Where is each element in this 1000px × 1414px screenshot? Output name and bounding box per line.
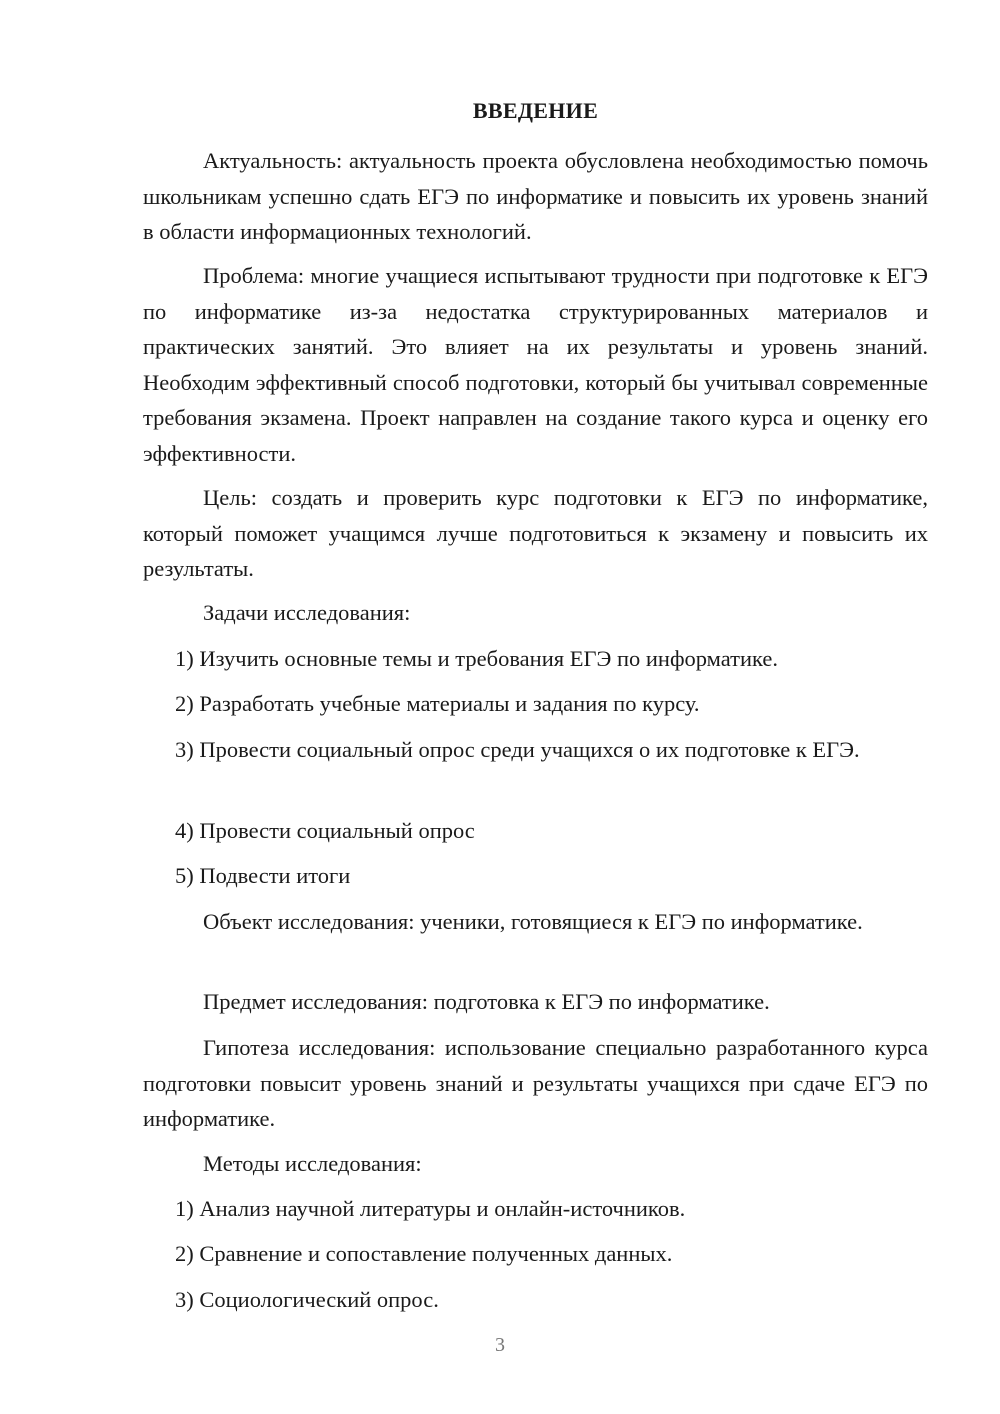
paragraph-relevance: Актуальность: актуальность проекта обусловлена необходимостью помочь школьникам успешно сдать ЕГЭ по информатике и повысить их уровень знаний в области информационных технологий. [143,148,928,244]
paragraph-goal: Цель: создать и проверить курс подготовки к ЕГЭ по информатике, который поможет учащимся лучше подготовиться к экзамену и повысить их результаты. [143,485,928,581]
paragraph-object: Объект исследования: ученики, готовящиеся к ЕГЭ по информатике. [203,909,863,934]
section-title: ВВЕДЕНИЕ [472,98,599,123]
paragraph-hypothesis: Гипотеза исследования: использование специально разработанного курса подготовки повысит уровень знаний и результаты учащихся при сдаче ЕГЭ по информатике. [143,1035,928,1131]
methods-heading: Методы исследования: [203,1151,422,1176]
method-item-2: 2) Сравнение и сопоставление полученных данных. [175,1241,673,1266]
task-item-4: 4) Провести социальный опрос [175,818,475,843]
method-item-1: 1) Анализ научной литературы и онлайн-источников. [175,1196,686,1221]
paragraph-subject: Предмет исследования: подготовка к ЕГЭ по информатике. [203,989,770,1014]
tasks-heading: Задачи исследования: [203,600,411,625]
method-item-3: 3) Социологический опрос. [175,1287,439,1312]
paragraph-problem: Проблема: многие учащиеся испытывают трудности при подготовке к ЕГЭ по информатике из-за недостатка структурированных материалов и практических занятий. Это влияет на их результаты и уровень знаний. Необходим эффективный способ подготовки, который бы учитывал современные требования экзамена. Проект направлен на создание такого курса и оценку его эффективности. [143,263,928,466]
page-number: 3 [495,1334,505,1356]
task-item-3: 3) Провести социальный опрос среди учащихся о их подготовке к ЕГЭ. [175,737,860,762]
task-item-1: 1) Изучить основные темы и требования ЕГЭ по информатике. [175,646,779,671]
task-item-2: 2) Разработать учебные материалы и задания по курсу. [175,691,700,716]
task-item-5: 5) Подвести итоги [175,863,351,888]
